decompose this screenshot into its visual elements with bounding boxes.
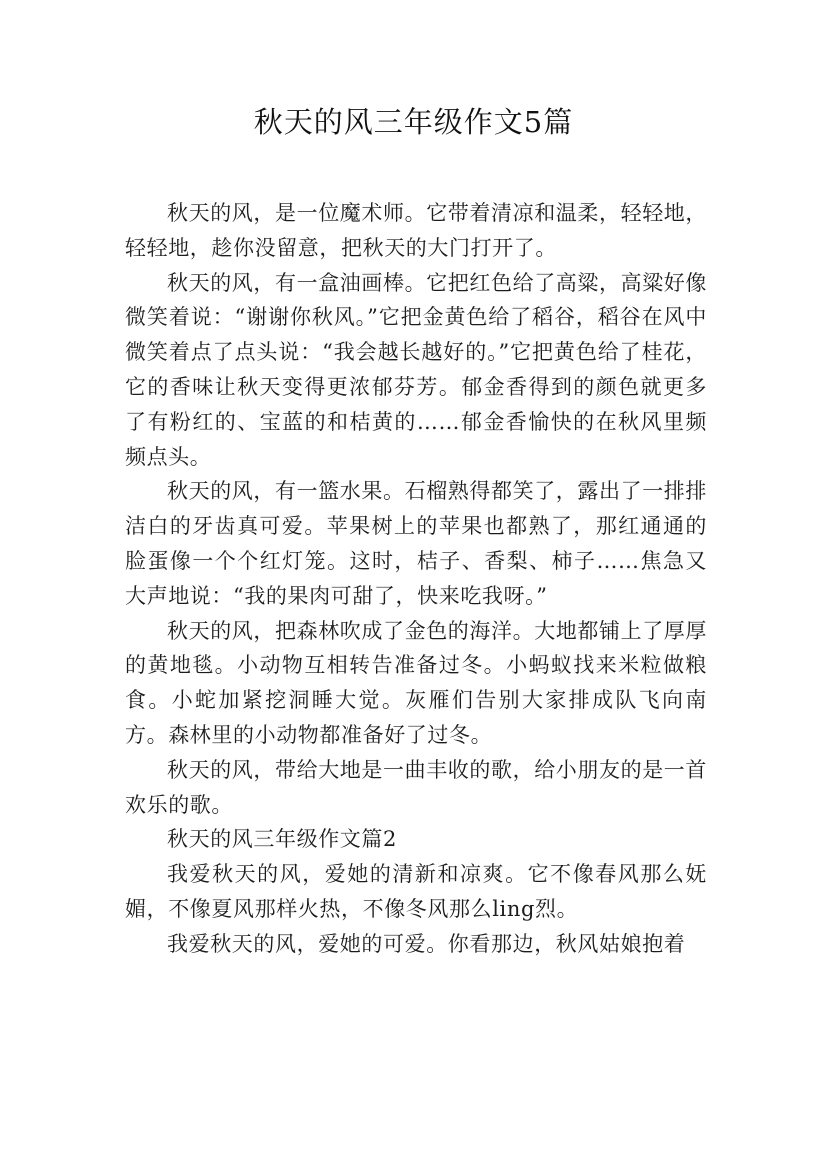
paragraph-6: 我爱秋天的风，爱她的清新和凉爽。它不像春风那么妩媚，不像夏风那样火热，不像冬风那么ling烈。 [125,862,707,921]
paragraph-7: 我爱秋天的风，爱她的可爱。你看那边，秋风姑娘抱着 [167,931,686,956]
paragraph-1: 秋天的风，是一位魔术师。它带着清凉和温柔，轻轻地，轻轻地，趁你没留意，把秋天的大门打开了。 [125,201,707,260]
paragraph-3: 秋天的风，有一篮水果。石榴熟得都笑了，露出了一排排洁白的牙齿真可爱。苹果树上的苹果也都熟了，那红通通的脸蛋像一个个红灯笼。这时，桔子、香梨、柿子……焦急又大声地说：“我的果肉可甜了，快来吃我呀。” [125,479,707,608]
paragraph-2: 秋天的风，有一盒油画棒。它把红色给了高粱，高粱好像微笑着说：“谢谢你秋风。”它把金黄色给了稻谷，稻谷在风中微笑着点了点头说：“我会越长越好的。”它把黄色给了桂花，它的香味让秋天变得更浓郁芬芳。郁金香得到的颜色就更多了有粉红的、宝蓝的和桔黄的……郁金香愉快的在秋风里频频点头。 [125,270,707,469]
document-body [125,196,707,962]
section-heading-2: 秋天的风三年级作文篇2 [167,827,397,852]
document-title: 秋天的风三年级作文5篇 [253,105,574,139]
paragraph-5: 秋天的风，带给大地是一曲丰收的歌，给小朋友的是一首欢乐的歌。 [125,757,707,817]
paragraph-4: 秋天的风，把森林吹成了金色的海洋。大地都铺上了厚厚的黄地毯。小动物互相转告准备过冬。小蚂蚁找来米粒做粮食。小蛇加紧挖洞睡大觉。灰雁们告别大家排成队飞向南方。森林里的小动物都准备好了过冬。 [125,618,707,747]
